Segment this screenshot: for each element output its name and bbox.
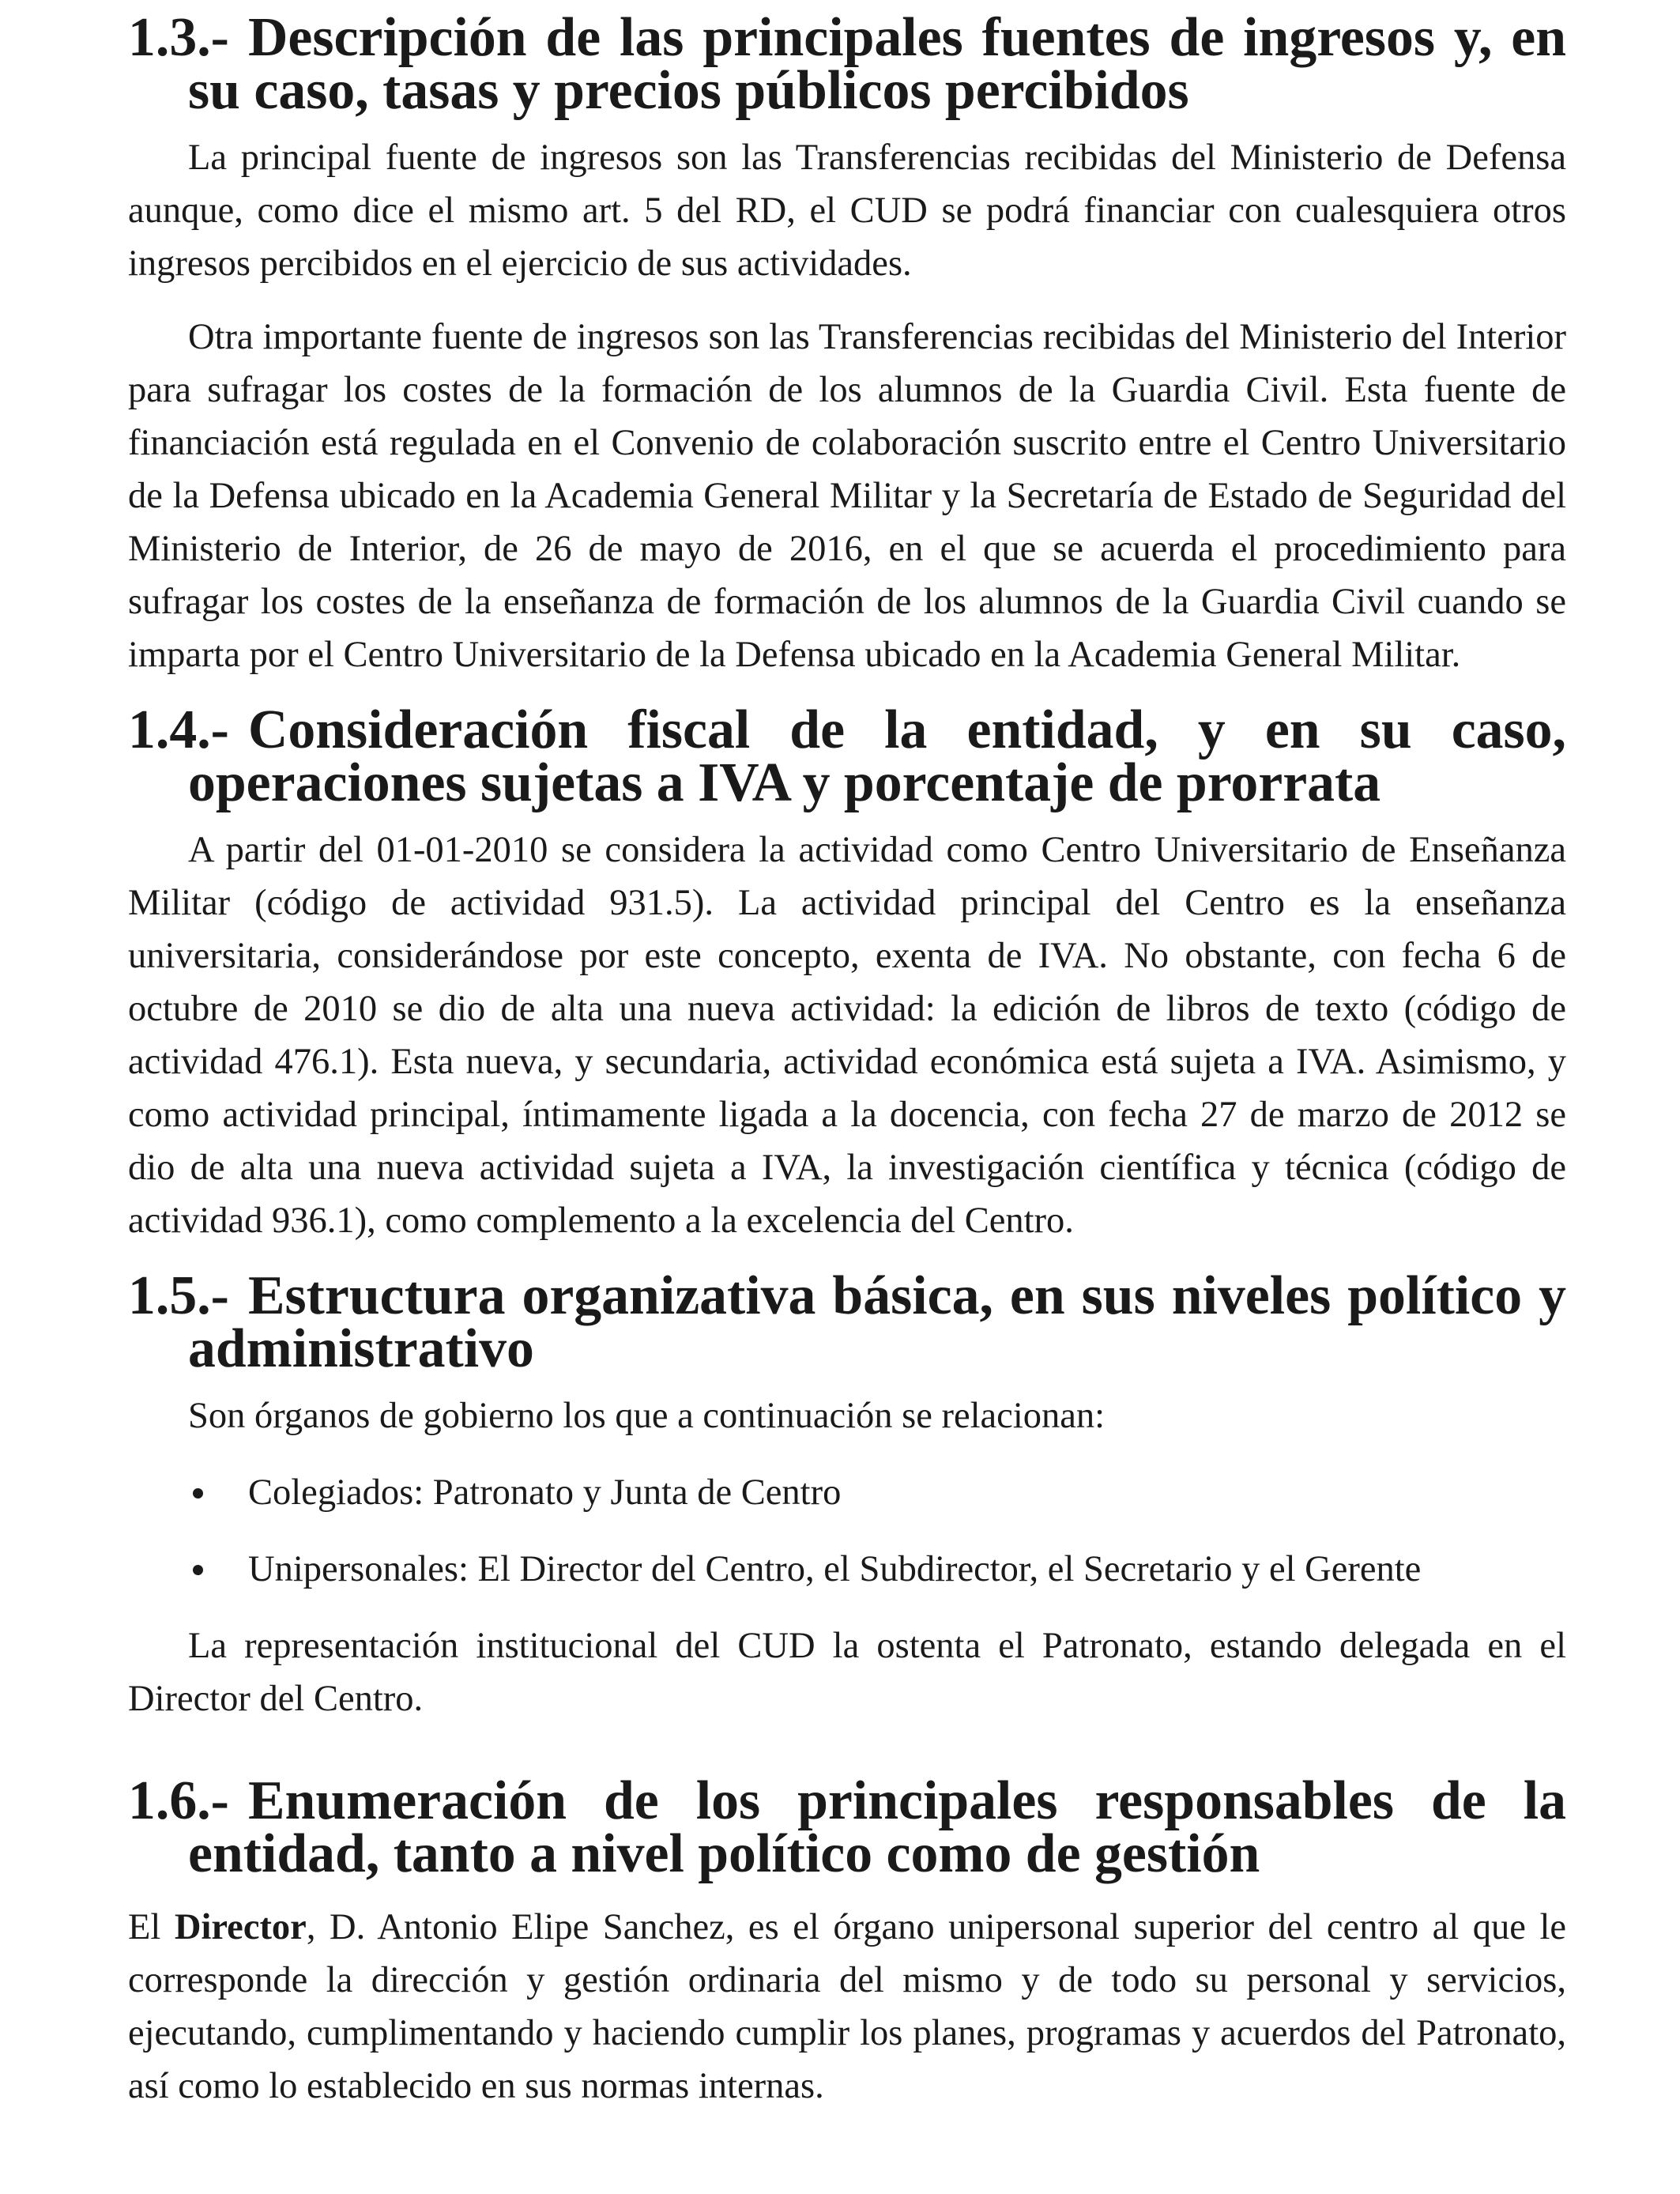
list-item — [128, 1466, 1566, 1519]
section-number: 1.4.- — [128, 699, 229, 760]
paragraph: La principal fuente de ingresos son las Transferencias recibidas del Ministerio de Defensa aunque, como dice el mismo art. 5 del RD, el CUD se podrá financiar con cualesquiera otros ingresos percibidos en el ejercicio de sus actividades. — [128, 138, 1566, 284]
section-title: Descripción de las principales fuentes de ingresos y, en su caso, tasas y precios públicos percibidos — [188, 7, 1566, 121]
section-heading-1-6 — [128, 1770, 1566, 1884]
section-heading-1-5 — [128, 1265, 1566, 1379]
list-item-text: Colegiados: Patronato y Junta de Centro — [248, 1472, 842, 1513]
document-page — [128, 7, 1566, 2113]
section-heading-1-4 — [128, 699, 1566, 813]
section-title: Enumeración de los principales responsables de la entidad, tanto a nivel político como de gestión — [188, 1770, 1566, 1884]
paragraph: Otra importante fuente de ingresos son las Transferencias recibidas del Ministerio del Interior para sufragar los costes de la formación de los alumnos de la Guardia Civil. Esta fuente de financiación está regulada en el Convenio de colaboración suscrito entre el Centro Universitario de la Defensa ubicado en la Academia General Militar y la Secretaría de Estado de Seguridad del Ministerio de Interior, de 26 de mayo de 2016, en el que se acuerda el procedimiento para sufragar los costes de la enseñanza de formación de los alumnos de la Guardia Civil cuando se imparta por el Centro Universitario de la Defensa ubicado en la Academia General Militar. — [128, 317, 1566, 675]
organ-list — [128, 1466, 1566, 1596]
section-heading-1-3 — [128, 7, 1566, 121]
paragraph: A partir del 01-01-2010 se considera la actividad como Centro Universitario de Enseñanza Militar (código de actividad 931.5). La actividad principal del Centro es la enseñanza universitaria, considerándose por este concepto, exenta de IVA. No obstante, con fecha 6 de octubre de 2010 se dio de alta una nueva actividad: la edición de libros de texto (código de actividad 476.1). Esta nueva, y secundaria, actividad económica está sujeta a IVA. Asimismo, y como actividad principal, íntimamente ligada a la docencia, con fecha 27 de marzo de 2012 se dio de alta una nueva actividad sujeta a IVA, la investigación científica y técnica (código de actividad 936.1), como complemento a la excelencia del Centro. — [128, 830, 1566, 1241]
section-title: Consideración fiscal de la entidad, y en su caso, operaciones sujetas a IVA y porcentaje de prorrata — [188, 699, 1566, 813]
paragraph-prefix: El — [128, 1907, 175, 1947]
section-number: 1.5.- — [128, 1265, 229, 1326]
list-item-text: Unipersonales: El Director del Centro, el Subdirector, el Secretario y el Gerente — [248, 1549, 1422, 1589]
paragraph-intro: Son órganos de gobierno los que a continuación se relacionan: — [188, 1396, 1106, 1436]
director-label: Director — [174, 1907, 307, 1947]
paragraph-director — [128, 1901, 1566, 2113]
list-item — [128, 1543, 1566, 1596]
section-number: 1.6.- — [128, 1770, 229, 1831]
paragraph-text: , D. Antonio Elipe Sanchez, es el órgano unipersonal superior del centro al que le corresponde la dirección y gestión ordinaria del mismo y de todo su personal y servicios, ejecutando, cumplimentando y haciendo cumplir los planes, programas y acuerdos del Patronato, así como lo establecido en sus normas internas. — [128, 1907, 1566, 2106]
section-title: Estructura organizativa básica, en sus niveles político y administrativo — [188, 1265, 1566, 1379]
paragraph: La representación institucional del CUD la ostenta el Patronato, estando delegada en el Director del Centro. — [128, 1626, 1566, 1719]
section-number: 1.3.- — [128, 7, 229, 68]
